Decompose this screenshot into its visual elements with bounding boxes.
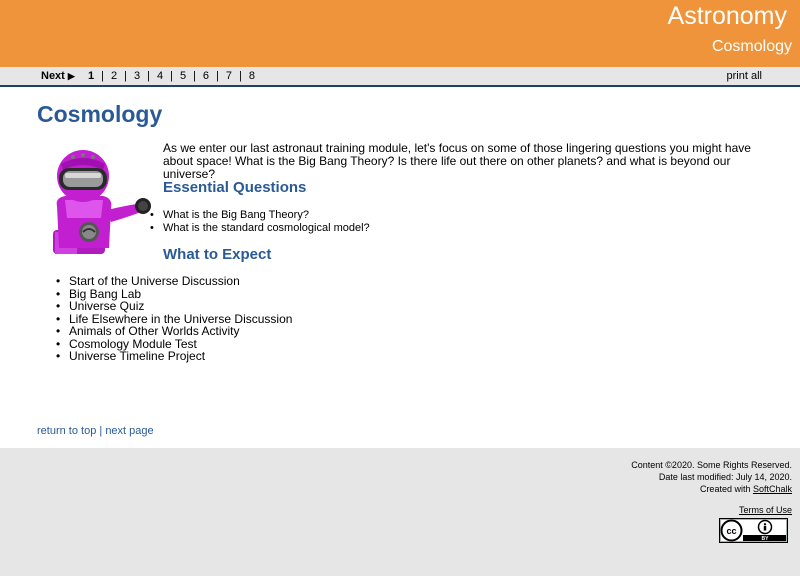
list-item: • Life Elsewhere in the Universe Discussion bbox=[69, 313, 292, 326]
list-item: • What is the Big Bang Theory? bbox=[163, 209, 370, 222]
bottom-links bbox=[37, 425, 154, 437]
softchalk-link[interactable]: SoftChalk bbox=[752, 484, 792, 494]
page-link-8[interactable]: 8 bbox=[248, 70, 256, 82]
list-item: • Universe Timeline Project bbox=[69, 350, 292, 363]
footer bbox=[0, 448, 800, 576]
page-link-7[interactable]: 7 bbox=[225, 70, 233, 82]
page-number-list: 1 | 2 | 3 | 4 | 5 | 6 | 7 | 8 bbox=[88, 70, 256, 82]
copyright-text: Content ©2020. Some Rights Reserved. bbox=[631, 460, 792, 470]
page-title: Cosmology bbox=[37, 101, 163, 127]
cc-by-label: BY bbox=[761, 536, 769, 542]
list-item: • Cosmology Module Test bbox=[69, 338, 292, 351]
page-link-5[interactable]: 5 bbox=[179, 70, 187, 82]
site-subtitle: Cosmology bbox=[711, 38, 792, 55]
terms-of-use-link[interactable]: Terms of Use bbox=[738, 505, 792, 515]
return-to-top-link[interactable]: return to top bbox=[37, 425, 97, 437]
what-to-expect-list bbox=[69, 275, 292, 363]
list-item: • What is the standard cosmological model? bbox=[163, 222, 370, 235]
created-with-text bbox=[700, 484, 792, 495]
creative-commons-icon[interactable] bbox=[719, 518, 788, 543]
site-title: Astronomy bbox=[667, 2, 787, 30]
list-item: • Big Bang Lab bbox=[69, 288, 292, 301]
page-link-3[interactable]: 3 bbox=[133, 70, 141, 82]
next-button[interactable] bbox=[41, 67, 75, 85]
list-item: • Universe Quiz bbox=[69, 300, 292, 313]
next-page-link[interactable]: next page bbox=[105, 425, 154, 437]
intro-paragraph: As we enter our last astronaut training module, let's focus on some of those lingering questions you might have about space! What is the Big Bang Theory? Is there life out there on other planets? and what is beyond our universe? bbox=[163, 141, 751, 181]
next-label: Next bbox=[41, 70, 65, 82]
what-to-expect-heading: What to Expect bbox=[163, 246, 272, 263]
essential-questions-heading: Essential Questions bbox=[163, 179, 307, 196]
last-modified-text: Date last modified: July 14, 2020. bbox=[658, 472, 792, 482]
list-item: • Start of the Universe Discussion bbox=[69, 275, 292, 288]
page-link-1[interactable]: 1 bbox=[88, 70, 95, 82]
page-navigation bbox=[0, 67, 800, 87]
page-link-2[interactable]: 2 bbox=[110, 70, 118, 82]
header-banner bbox=[0, 0, 800, 67]
essential-questions-list bbox=[163, 209, 370, 235]
robot-astronaut-image bbox=[45, 148, 157, 254]
list-item: • Animals of Other Worlds Activity bbox=[69, 325, 292, 338]
link-separator: | bbox=[99, 425, 103, 437]
print-all-link[interactable]: print all bbox=[726, 70, 762, 82]
play-triangle-icon: ▶ bbox=[67, 71, 75, 81]
page-link-4[interactable]: 4 bbox=[156, 70, 164, 82]
page-link-6[interactable]: 6 bbox=[202, 70, 210, 82]
svg-text:cc: cc bbox=[726, 526, 737, 536]
created-prefix: Created with bbox=[699, 484, 753, 494]
